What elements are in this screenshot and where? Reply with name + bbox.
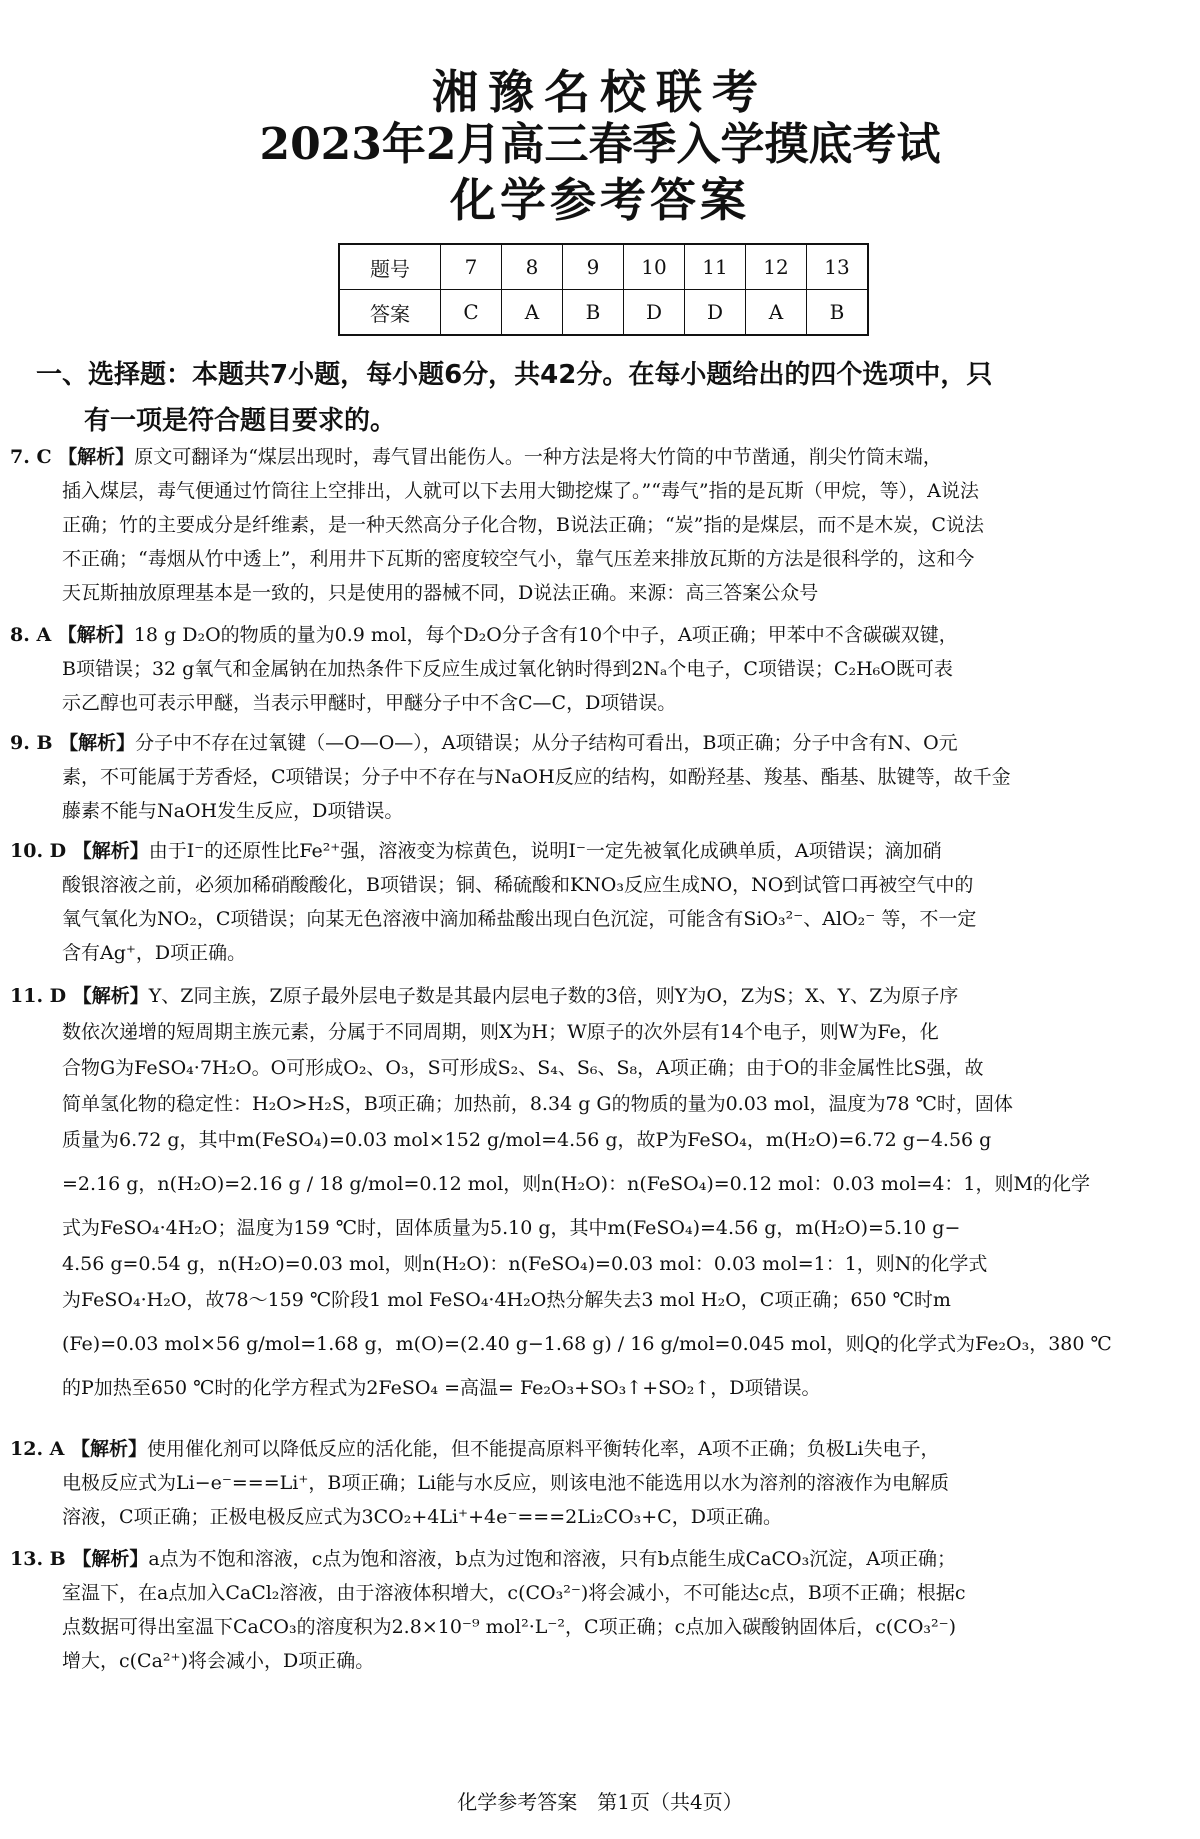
row-label-number: 题号	[339, 244, 441, 290]
text-line: 点数据可得出室温下CaCO₃的溶度积为2.8×10⁻⁹ mol²·L⁻²，C项正确；c点加入碳酸钠固体后，c(CO₃²⁻)	[62, 1616, 957, 1638]
question-number-cell: 10	[624, 244, 685, 290]
question-8-head: 8. A 【解析】	[10, 624, 134, 646]
section-heading	[36, 352, 1166, 444]
text-line: 数依次递增的短周期主族元素，分属于不同周期，则X为H；W原子的次外层有14个电子，则W为Fe，化	[62, 1021, 939, 1043]
text-line: 藤素不能与NaOH发生反应，D项错误。	[62, 800, 404, 822]
question-number-cell: 9	[563, 244, 624, 290]
section-heading-line1: 一、选择题：本题共7小题，每小题6分，共42分。在每小题给出的四个选项中，只	[36, 360, 993, 390]
text-line: 含有Ag⁺，D项正确。	[62, 942, 247, 964]
text-line: Y、Z同主族，Z原子最外层电子数是其最内层电子数的3倍，则Y为O，Z为S；X、Y、Z为原子序	[148, 985, 959, 1007]
text-line: 酸银溶液之前，必须加稀硝酸酸化，B项错误；铜、稀硫酸和KNO₃反应生成NO，NO到试管口再被空气中的	[62, 874, 974, 896]
text-line: 原文可翻译为“煤层出现时，毒气冒出能伤人。一种方法是将大竹筒的中节凿通，削尖竹筒末端，	[134, 446, 942, 468]
question-11-head: 11. D 【解析】	[10, 985, 149, 1007]
text-line: 式为FeSO₄·4H₂O；温度为159 ℃时，固体质量为5.10 g，其中m(FeSO₄)=4.56 g，m(H₂O)=5.10 g−	[62, 1217, 961, 1239]
answer-cell: B	[807, 290, 869, 336]
text-line: 电极反应式为Li−e⁻===Li⁺，B项正确；Li能与水反应，则该电池不能选用以水为溶剂的溶液作为电解质	[62, 1472, 950, 1494]
title-block	[0, 66, 1200, 228]
question-9-explanation	[10, 726, 1178, 828]
answer-cell: A	[502, 290, 563, 336]
text-line: B项错误；32 g氧气和金属钠在加热条件下反应生成过氧化钠时得到2Nₐ个电子，C项错误；C₂H₆O既可表	[62, 658, 953, 680]
text-line: 分子中不存在过氧键（—O—O—），A项错误；从分子结构可看出，B项正确；分子中含有N、O元	[135, 732, 958, 754]
question-13-explanation	[10, 1542, 1178, 1678]
question-10-head: 10. D 【解析】	[10, 840, 149, 862]
answer-table	[338, 243, 869, 336]
text-line: 4.56 g=0.54 g，n(H₂O)=0.03 mol，则n(H₂O)：n(FeSO₄)=0.03 mol：0.03 mol=1：1，则N的化学式	[62, 1253, 988, 1275]
text-line: 室温下，在a点加入CaCl₂溶液，由于溶液体积增大，c(CO₃²⁻)将会减小，不可能达c点，B项不正确；根据c	[62, 1582, 966, 1604]
question-8-explanation	[10, 618, 1178, 720]
answer-cell: C	[441, 290, 502, 336]
question-13-head: 13. B 【解析】	[10, 1548, 149, 1570]
answer-cell: B	[563, 290, 624, 336]
question-number-cell: 12	[746, 244, 807, 290]
text-line: 的P加热至650 ℃时的化学方程式为2FeSO₄ =高温= Fe₂O₃+SO₃↑+SO₂↑，D项错误。	[62, 1377, 821, 1399]
text-line: 天瓦斯抽放原理基本是一致的，只是使用的器械不同，D说法正确。来源：高三答案公众号	[62, 582, 819, 604]
text-line: 溶液，C项正确；正极电极反应式为3CO₂+4Li⁺+4e⁻===2Li₂CO₃+C，D项正确。	[62, 1506, 782, 1528]
text-line: =2.16 g，n(H₂O)=2.16 g / 18 g/mol=0.12 mol，则n(H₂O)：n(FeSO₄)=0.12 mol：0.03 mol=4：1，则M的化学	[62, 1173, 1090, 1195]
question-11-explanation	[10, 978, 1178, 1406]
question-7-head: 7. C 【解析】	[10, 446, 135, 468]
text-line: 使用催化剂可以降低反应的活化能，但不能提高原料平衡转化率，A项不正确；负极Li失电子，	[147, 1438, 940, 1460]
section-heading-line2: 有一项是符合题目要求的。	[84, 406, 397, 436]
text-line: 氧气氧化为NO₂，C项错误；向某无色溶液中滴加稀盐酸出现白色沉淀，可能含有SiO₃²⁻、AlO₂⁻ 等，不一定	[62, 908, 977, 930]
question-12-head: 12. A 【解析】	[10, 1438, 148, 1460]
text-line: 插入煤层，毒气便通过竹筒往上空排出，人就可以下去用大锄挖煤了。”“毒气”指的是瓦斯（甲烷，等），A说法	[62, 480, 979, 502]
text-line: 素，不可能属于芳香烃，C项错误；分子中不存在与NaOH反应的结构，如酚羟基、羧基、酯基、肽键等，故千金	[62, 766, 1011, 788]
question-number-cell: 13	[807, 244, 869, 290]
answer-cell: A	[746, 290, 807, 336]
text-line: 正确；竹的主要成分是纤维素，是一种天然高分子化合物，B说法正确；“炭”指的是煤层，而不是木炭，C说法	[62, 514, 984, 536]
question-7-explanation	[10, 440, 1178, 610]
text-line: 增大，c(Ca²⁺)将会减小，D项正确。	[62, 1650, 375, 1672]
text-line: a点为不饱和溶液，c点为饱和溶液，b点为过饱和溶液，只有b点能生成CaCO₃沉淀，A项正确；	[148, 1548, 956, 1570]
question-9-head: 9. B 【解析】	[10, 732, 136, 754]
question-number-cell: 11	[685, 244, 746, 290]
text-line: 为FeSO₄·H₂O，故78～159 ℃阶段1 mol FeSO₄·4H₂O热分解失去3 mol H₂O，C项正确；650 ℃时m	[62, 1289, 951, 1311]
answer-table-row-answers	[339, 290, 868, 336]
text-line: 质量为6.72 g，其中m(FeSO₄)=0.03 mol×152 g/mol=4.56 g，故P为FeSO₄，m(H₂O)=6.72 g−4.56 g	[62, 1129, 992, 1151]
answer-cell: D	[685, 290, 746, 336]
text-line: 示乙醇也可表示甲醚，当表示甲醚时，甲醚分子中不含C—C，D项错误。	[62, 692, 677, 714]
text-line: (Fe)=0.03 mol×56 g/mol=1.68 g，m(O)=(2.40 g−1.68 g) / 16 g/mol=0.045 mol，则Q的化学式为Fe₂O₃，380 ℃	[62, 1333, 1112, 1355]
question-number-cell: 8	[502, 244, 563, 290]
text-line: 简单氢化物的稳定性：H₂O>H₂S，B项正确；加热前，8.34 g G的物质的量为0.03 mol，温度为78 ℃时，固体	[62, 1093, 1013, 1115]
text-line: 由于I⁻的还原性比Fe²⁺强，溶液变为棕黄色，说明I⁻一定先被氧化成碘单质，A项错误；滴加硝	[148, 840, 942, 862]
page-footer: 化学参考答案 第1页（共4页）	[457, 1790, 743, 1814]
answer-cell: D	[624, 290, 685, 336]
question-number-cell: 7	[441, 244, 502, 290]
question-12-explanation	[10, 1432, 1178, 1534]
exam-org-title: 湘豫名校联考	[432, 65, 768, 119]
exam-name-title: 2023年2月高三春季入学摸底考试	[259, 119, 941, 170]
answer-table-row-numbers	[339, 244, 868, 290]
text-line: 18 g D₂O的物质的量为0.9 mol，每个D₂O分子含有10个中子，A项正确；甲苯中不含碳碳双键，	[133, 624, 958, 646]
subject-title: 化学参考答案	[450, 173, 750, 227]
row-label-answer: 答案	[339, 290, 441, 336]
text-line: 合物G为FeSO₄·7H₂O。O可形成O₂、O₃，S可形成S₂、S₄、S₆、S₈，A项正确；由于O的非金属性比S强，故	[62, 1057, 984, 1079]
text-line: 不正确；“毒烟从竹中透上”，利用井下瓦斯的密度较空气小，靠气压差来排放瓦斯的方法是很科学的，这和今	[62, 548, 975, 570]
question-10-explanation	[10, 834, 1178, 970]
